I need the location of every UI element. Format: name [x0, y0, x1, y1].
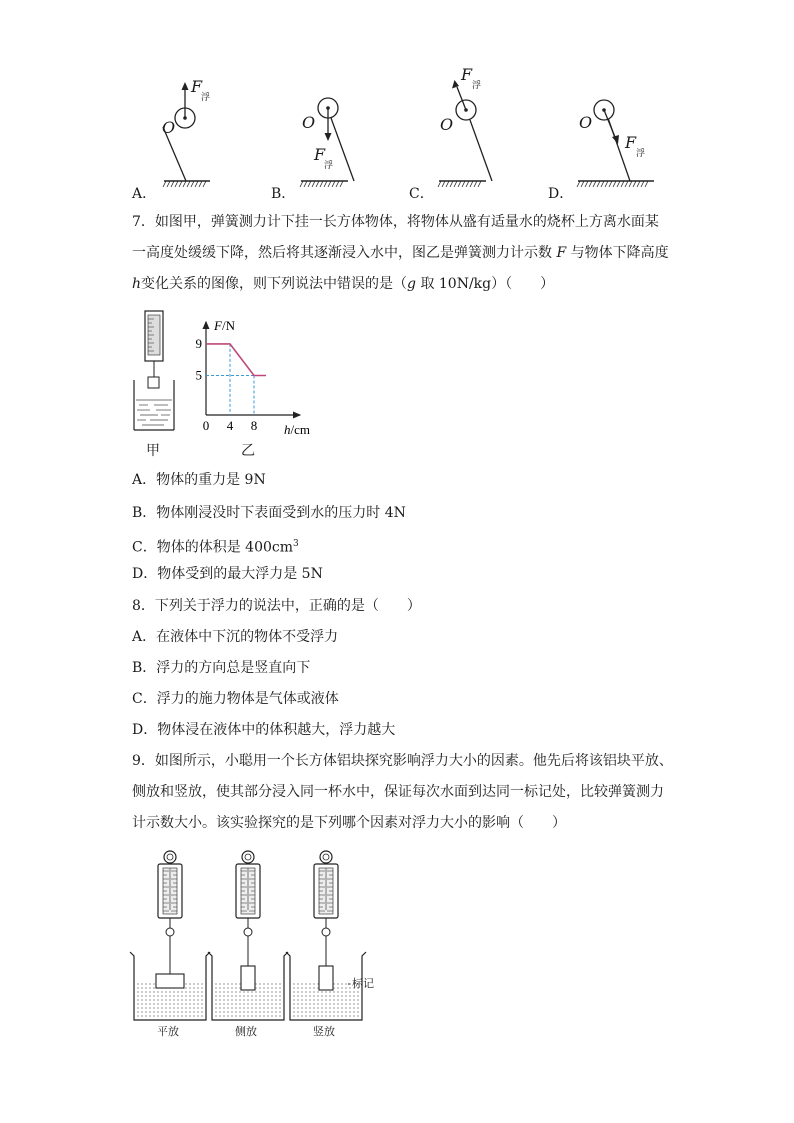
q7-stem-line-2: 一高度处缓缓下降，然后将其逐渐浸入水中，图乙是弹簧测力计示数 F 与物体下降高度	[132, 245, 669, 261]
q9-label-side: 侧放	[235, 1025, 257, 1038]
q7-option-d[interactable]: D．物体受到的最大浮力是 5N	[132, 566, 323, 582]
q7-option-a[interactable]: A．物体的重力是 9N	[132, 472, 266, 488]
q9-set-upright	[286, 851, 366, 1020]
q9-label-flat: 平放	[157, 1025, 179, 1038]
q7-graph-xlabel: h/cm	[284, 422, 310, 437]
q9-stem-line-2: 侧放和竖放，使其部分浸入同一杯水中，保证每次水面到达同一标记处，比较弹簧测力	[132, 784, 664, 800]
q6-d-force-sub: 浮	[636, 149, 646, 159]
q7-xtick-8: 8	[250, 418, 258, 433]
q7-fig-label-yi: 乙	[241, 443, 255, 459]
q6-b-force-label: F	[314, 145, 326, 164]
q9-set-flat	[130, 851, 210, 1020]
q9-stem-line-1: 9．如图所示，小聪用一个长方体铝块探究影响浮力大小的因素。他先后将该铝块平放、	[132, 753, 673, 769]
q6-a-force-sub: 浮	[201, 93, 211, 103]
q6-c-force-label: F	[461, 65, 473, 84]
q9-set-side	[208, 851, 288, 1020]
q6-c-force-sub: 浮	[472, 81, 482, 91]
q6-c-pivot-label: O	[440, 115, 454, 134]
q9-figure	[128, 848, 388, 1024]
q9-label-upright: 竖放	[313, 1025, 335, 1038]
q7-graph	[190, 310, 340, 460]
q8-option-c[interactable]: C．浮力的施力物体是气体或液体	[132, 691, 339, 707]
q6-b-force-sub: 浮	[324, 161, 334, 171]
q7-ytick-9: 9	[195, 335, 202, 351]
q7-graph-series-line	[206, 344, 266, 376]
q6-b-pivot-label: O	[302, 113, 316, 132]
q9-mark-label: 标记	[352, 977, 374, 990]
q6-figure-b	[300, 98, 354, 187]
q7-option-b[interactable]: B．物体刚浸没时下表面受到水的压力时 4N	[132, 505, 406, 521]
q7-graph-ylabel: F/N	[214, 318, 235, 333]
q7-option-c[interactable]: C．物体的体积是 $400cm^3$	[132, 539, 299, 556]
q6-d-pivot-label: O	[579, 113, 593, 132]
q9-block-side	[241, 966, 255, 990]
q6-d-force-label: F	[625, 133, 637, 152]
q7-xtick-0: 0	[202, 418, 210, 433]
q8-option-a[interactable]: A．在液体中下沉的物体不受浮力	[132, 629, 339, 645]
q9-stem-line-3: 计示数大小。该实验探究的是下列哪个因素对浮力大小的影响（ ）	[132, 815, 566, 831]
q8-stem: 8．下列关于浮力的说法中，正确的是（ ）	[132, 598, 421, 614]
q7-fig-label-jia: 甲	[146, 443, 160, 459]
q8-option-d[interactable]: D．物体浸在液体中的体积越大，浮力越大	[132, 722, 396, 738]
q6-option-a[interactable]: A．	[132, 186, 157, 202]
q6-a-force-label: F	[191, 77, 203, 96]
q6-option-c[interactable]: C．	[409, 186, 434, 202]
q6-option-b[interactable]: B．	[271, 186, 296, 202]
q6-option-d[interactable]: D．	[548, 186, 574, 202]
q7-stem-line-3: h变化关系的图像，则下列说法中错误的是（g 取 10N/kg）（ ）	[132, 276, 555, 292]
q7-figure-jia	[128, 305, 188, 440]
q7-xtick-4: 4	[226, 418, 234, 433]
q6-a-pivot-label: O	[162, 118, 176, 137]
q9-block-upright	[319, 966, 333, 990]
q7-ytick-5: 5	[195, 367, 202, 383]
q9-block-flat	[156, 974, 184, 988]
q8-option-b[interactable]: B．浮力的方向总是竖直向下	[132, 660, 311, 676]
q7-stem-line-1: 7．如图甲，弹簧测力计下挂一长方体物体，将物体从盛有适量水的烧杯上方离水面某	[132, 214, 659, 230]
